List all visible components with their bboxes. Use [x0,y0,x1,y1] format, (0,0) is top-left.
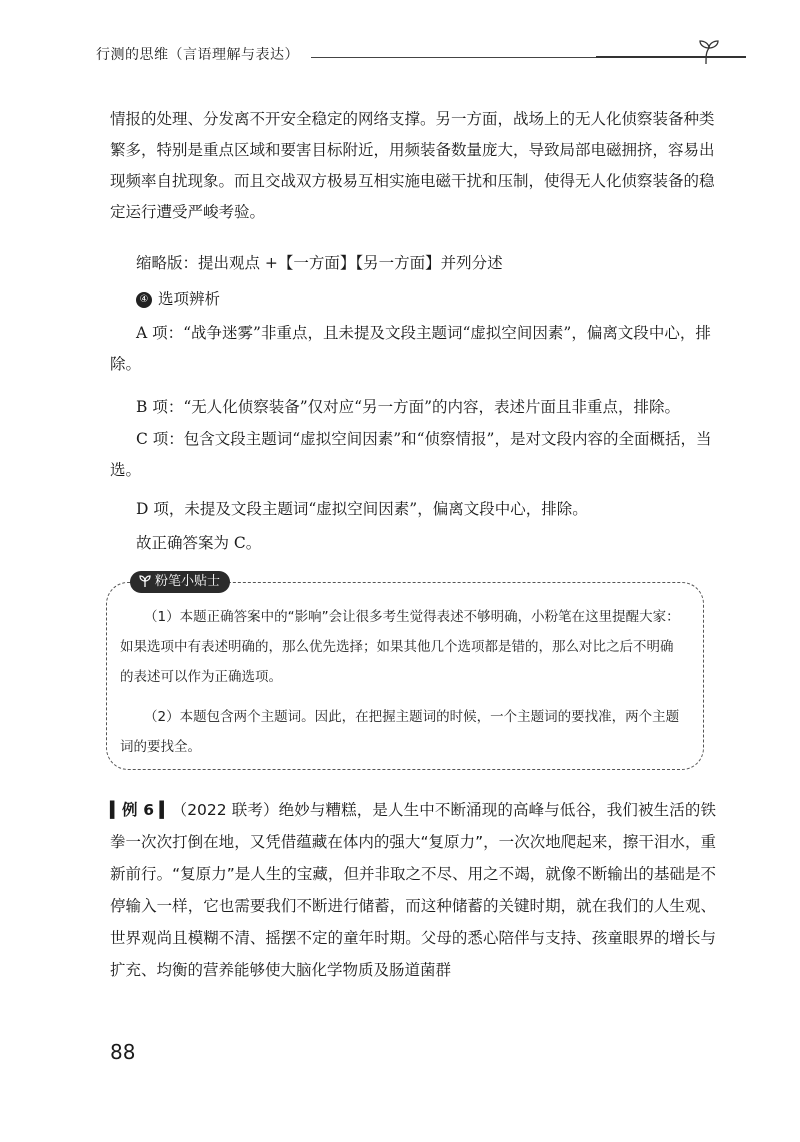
example-text: （2022 联考）绝妙与糟糕，是人生中不断涌现的高峰与低谷，我们被生活的铁拳一次次打倒在地，又凭借蕴藏在体内的强大“复原力”，一次次地爬起来，擦干泪水，重新前行。“复原力”是人生的宝藏，但并非取之不尽、用之不竭，就像不断输出的基础是不停输入一样，它也需要我们不断进行储蓄，而这种储蓄的关键时期，就在我们的人生观、世界观尚且模糊不清、摇摆不定的童年时期。父母的悉心陪伴与支持、孩童眼界的增长与扩充、均衡的营养能够使大脑化学物质及肠道菌群 [110,801,716,979]
option-d: D 项，未提及文段主题词“虚拟空间因素”，偏离文段中心，排除。 [136,500,588,518]
section-heading-label: 选项辨析 [158,290,221,308]
option-a: A 项：“战争迷雾”非重点，且未提及文段主题词“虚拟空间因素”，偏离文段中心，排除。 [110,324,711,373]
summary-line: 缩略版：提出观点 +【一方面】【另一方面】并列分述 [136,254,503,272]
header-title: 行测的思维（言语理解与表达） [96,47,299,63]
step-number-badge: ④ [136,292,152,308]
tip-item-2: （2）本题包含两个主题词。因此，在把握主题词的时候，一个主题词的要找准，两个主题词的要找全。 [120,709,680,755]
section-heading [136,284,220,314]
tip-label-text: 粉笔小贴士 [155,574,221,589]
answer-line: 故正确答案为 C。 [136,534,262,552]
sprout-icon [138,574,152,588]
tip-item-1: （1）本题正确答案中的“影响”会让很多考生觉得表述不够明确，小粉笔在这里提醒大家：如果选项中有表述明确的，那么优先选择；如果其他几个选项都是错的，那么对比之后不明确的表述可以作为正确选项。 [120,609,680,685]
running-header [96,44,722,68]
option-b: B 项：“无人化侦察装备”仅对应“另一方面”的内容，表述片面且非重点，排除。 [136,398,681,416]
header-rule-accent [596,56,746,58]
example-label: ▍例 6 ▍ [110,801,172,819]
option-c: C 项：包含文段主题词“虚拟空间因素”和“侦察情报”，是对文段内容的全面概括，当选。 [110,430,712,479]
example-paragraph [110,794,716,986]
page-number: 88 [110,1040,136,1064]
tip-label [130,571,230,593]
body-paragraph: 情报的处理、分发离不开安全稳定的网络支撑。另一方面，战场上的无人化侦察装备种类繁多，特别是重点区域和要害目标附近，用频装备数量庞大，导致局部电磁拥挤，容易出现频率自扰现象。而且交战双方极易互相实施电磁干扰和压制，使得无人化侦察装备的稳定运行遭受严峻考验。 [110,110,715,221]
sprout-icon [696,38,722,66]
